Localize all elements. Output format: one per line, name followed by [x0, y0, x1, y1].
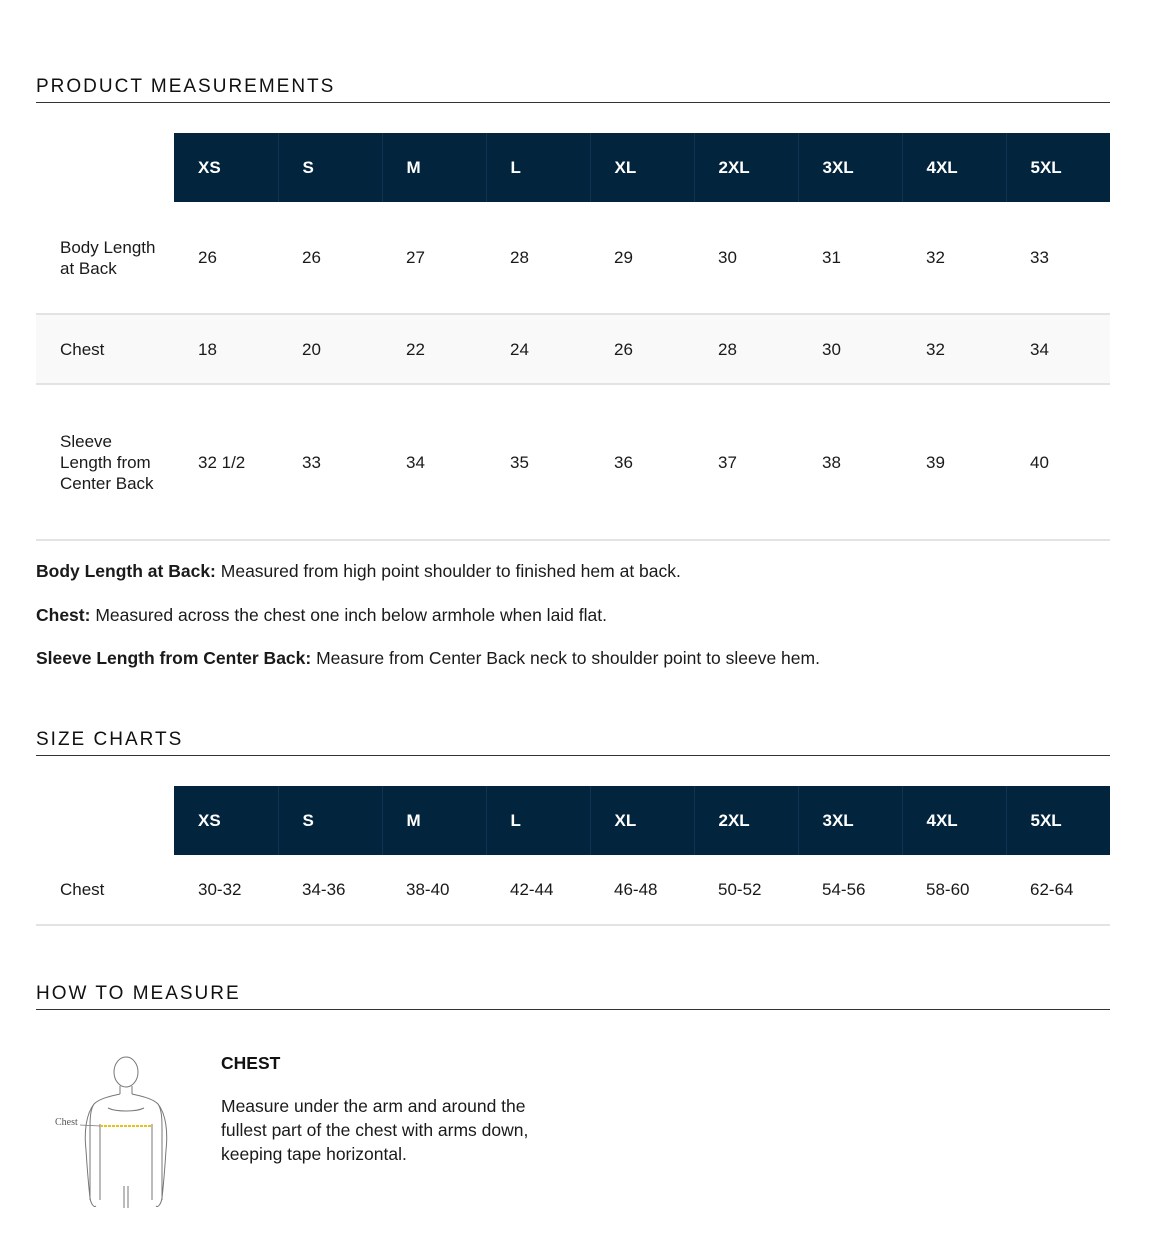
table-cell: 26 — [590, 314, 694, 384]
header-blank-cell — [36, 786, 174, 855]
size-header: 4XL — [902, 133, 1006, 202]
size-charts-table — [36, 786, 1110, 926]
size-charts-title: SIZE CHARTS — [36, 729, 1110, 756]
table-cell: 30-32 — [174, 855, 278, 925]
table-cell: 32 — [902, 202, 1006, 314]
size-header-row — [36, 786, 1110, 855]
table-row — [36, 202, 1110, 314]
figure-chest-label: Chest — [55, 1117, 78, 1128]
note-chest — [36, 604, 607, 626]
row-label: Chest — [36, 314, 174, 384]
chest-instructions: Measure under the arm and around the fullest part of the chest with arms down, keeping tape horizontal. — [221, 1096, 529, 1164]
table-cell: 28 — [486, 202, 590, 314]
table-cell: 46-48 — [590, 855, 694, 925]
note-body-length — [36, 560, 681, 582]
size-header: L — [486, 786, 590, 855]
size-header: 4XL — [902, 786, 1006, 855]
table-cell: 29 — [590, 202, 694, 314]
table-cell: 54-56 — [798, 855, 902, 925]
row-label: Sleeve Length from Center Back — [36, 384, 174, 540]
note-term: Chest: — [36, 605, 91, 625]
table-cell: 42-44 — [486, 855, 590, 925]
note-term: Sleeve Length from Center Back: — [36, 648, 312, 668]
table-cell: 38 — [798, 384, 902, 540]
size-header: 5XL — [1006, 786, 1110, 855]
table-row — [36, 314, 1110, 384]
table-cell: 37 — [694, 384, 798, 540]
size-header: 3XL — [798, 786, 902, 855]
header-blank-cell — [36, 133, 174, 202]
table-cell: 31 — [798, 202, 902, 314]
body-outline-icon — [52, 1050, 182, 1215]
table-cell: 40 — [1006, 384, 1110, 540]
table-cell: 32 1/2 — [174, 384, 278, 540]
table-row — [36, 384, 1110, 540]
size-header: S — [278, 786, 382, 855]
table-cell: 28 — [694, 314, 798, 384]
body-outline-figure — [52, 1050, 182, 1215]
size-header: XS — [174, 786, 278, 855]
table-cell: 35 — [486, 384, 590, 540]
table-cell: 30 — [694, 202, 798, 314]
table-cell: 58-60 — [902, 855, 1006, 925]
table-cell: 39 — [902, 384, 1006, 540]
row-label: Chest — [36, 855, 174, 925]
size-header: 5XL — [1006, 133, 1110, 202]
table-cell: 34 — [382, 384, 486, 540]
note-text: Measured from high point shoulder to finished hem at back. — [215, 561, 681, 581]
table-cell: 26 — [174, 202, 278, 314]
table-cell: 18 — [174, 314, 278, 384]
table-cell: 30 — [798, 314, 902, 384]
table-cell: 62-64 — [1006, 855, 1110, 925]
table-cell: 33 — [278, 384, 382, 540]
table-cell: 36 — [590, 384, 694, 540]
chest-heading: CHEST — [221, 1053, 281, 1073]
table-cell: 27 — [382, 202, 486, 314]
table-cell: 32 — [902, 314, 1006, 384]
size-header-row — [36, 133, 1110, 202]
size-header: S — [278, 133, 382, 202]
table-cell: 24 — [486, 314, 590, 384]
table-cell: 33 — [1006, 202, 1110, 314]
table-cell: 38-40 — [382, 855, 486, 925]
size-header: M — [382, 786, 486, 855]
note-text: Measured across the chest one inch below armhole when laid flat. — [90, 605, 607, 625]
size-header: XS — [174, 133, 278, 202]
table-cell: 26 — [278, 202, 382, 314]
note-text: Measure from Center Back neck to shoulder point to sleeve hem. — [311, 648, 820, 668]
table-row — [36, 855, 1110, 925]
how-to-measure-title: HOW TO MEASURE — [36, 983, 1110, 1010]
product-measurements-title: PRODUCT MEASUREMENTS — [36, 76, 1110, 103]
size-header: XL — [590, 786, 694, 855]
table-cell: 34-36 — [278, 855, 382, 925]
size-header: 3XL — [798, 133, 902, 202]
note-sleeve-length — [36, 647, 820, 669]
table-cell: 22 — [382, 314, 486, 384]
size-header: 2XL — [694, 786, 798, 855]
size-header: XL — [590, 133, 694, 202]
product-measurements-table — [36, 133, 1110, 541]
row-label: Body Length at Back — [36, 202, 174, 314]
table-cell: 20 — [278, 314, 382, 384]
size-header: M — [382, 133, 486, 202]
note-term: Body Length at Back: — [36, 561, 216, 581]
size-header: 2XL — [694, 133, 798, 202]
table-cell: 34 — [1006, 314, 1110, 384]
table-cell: 50-52 — [694, 855, 798, 925]
size-header: L — [486, 133, 590, 202]
